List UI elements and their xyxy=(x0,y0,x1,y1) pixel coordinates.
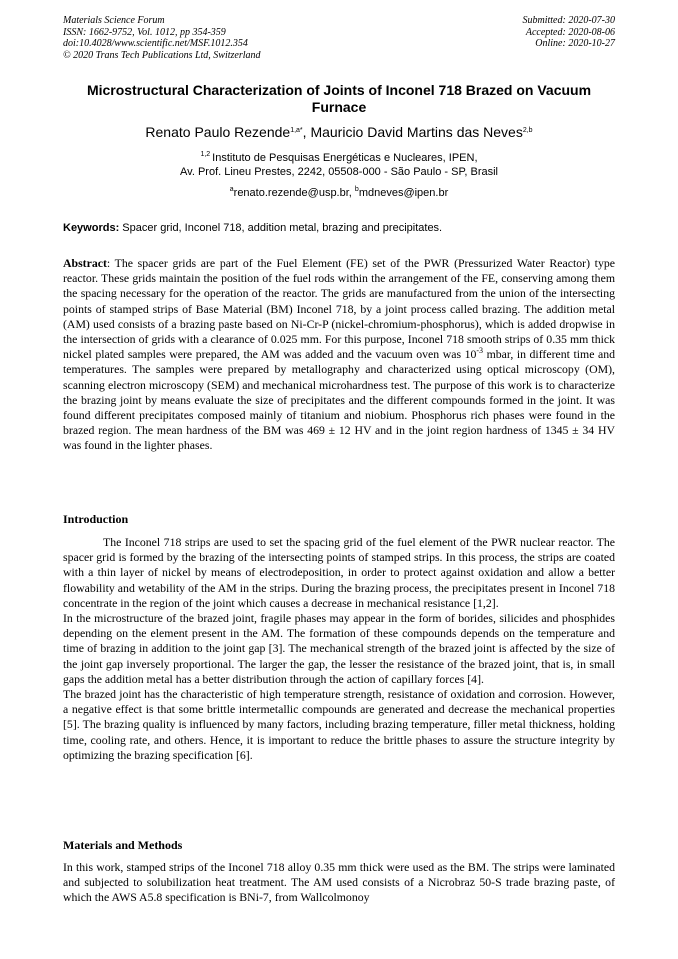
author-separator: , xyxy=(302,124,311,140)
author-2: Mauricio David Martins das Neves xyxy=(310,124,523,140)
author-list xyxy=(40,124,638,141)
author-1-affiliation-mark: 1,a* xyxy=(290,127,303,134)
materials-methods-paragraph: In this work, stamped strips of the Inconel 718 alloy 0.35 mm thick were used as the BM. The strips were laminated and subjected to solubilization heat treatment. The AM used consists of a Nicrobraz 50-S trade brazing paste, of which the AWS A5.8 specification is BNi-7, from Wallcolmonoy xyxy=(63,860,615,905)
keywords-text: Spacer grid, Inconel 718, addition metal, brazing and precipitates. xyxy=(119,222,443,234)
online-date: Online: 2020-10-27 xyxy=(535,38,615,50)
accepted-date: Accepted: 2020-08-06 xyxy=(525,26,615,38)
introduction-section xyxy=(63,535,615,763)
affiliation-institute: Instituto de Pesquisas Energéticas e Nucleares, IPEN, xyxy=(212,152,478,164)
intro-paragraph: The brazed joint has the characteristic of high temperature strength, resistance of oxidation and corrosion. However, a negative effect is that some brittle intermetallic compounds are generated and decrease the mechanical properties [5]. The brazing quality is influenced by many factors, including brazing temperature, filler metal thickness, holding time, cooling rate, and others. Hence, it is important to reduce the brittle phases to assure the structure integrity by optimizing the brazing specification [6]. xyxy=(63,687,615,762)
journal-header xyxy=(63,15,261,61)
author-1: Renato Paulo Rezende xyxy=(145,124,291,140)
abstract-text-2: mbar, in different time and temperatures. The samples were prepared by metallography and characterized using optical microscopy (OM), scanning electron microscopy (SEM) and mechanical microhardness test. The purpose of this work is to characterize the brazing joint by means evaluate the size of precipitates and the different compounds formed in the joint. It was found different precipitates composed mainly of titanium and niobium. Phosphorus rich phases were found in the brazed region. The mean hardness of the BM was 469 ± 12 HV and in the joint region hardness of 1345 ± 34 HV was found in the lighter phases. xyxy=(63,347,615,453)
journal-doi[interactable]: doi:10.4028/www.scientific.net/MSF.1012.354 xyxy=(63,38,248,50)
email-b-mark: b xyxy=(354,186,359,193)
intro-paragraph: The Inconel 718 strips are used to set the spacing grid of the fuel element of the PWR nuclear reactor. The spacer grid is formed by the brazing of the intersecting points of stamped strips. In this process, the strips are coated with a thin layer of nickel by means of electrodeposition, in order to protect against oxidation and allow a better flowability and wetability of the AM in the strips. During the brazing process, the precipitates present in Inconel 718 concentrate in the region of the joint which causes a decrease in mechanical resistance [1,2]. xyxy=(63,535,615,610)
journal-name: Materials Science Forum xyxy=(63,15,165,26)
introduction-heading: Introduction xyxy=(63,512,129,526)
email-b[interactable]: mdneves@ipen.br xyxy=(358,187,449,199)
abstract-exponent: -3 xyxy=(476,346,484,356)
keywords xyxy=(63,221,615,235)
affiliation-mark: 1,2 xyxy=(200,151,213,158)
author-emails xyxy=(63,186,615,200)
affiliation-address: Av. Prof. Lineu Prestes, 2242, 05508-000 - São Paulo - SP, Brasil xyxy=(180,166,498,178)
abstract-label: Abstract xyxy=(63,256,107,270)
abstract-text-1: : The spacer grids are part of the Fuel Element (FE) set of the PWR (Pressurized Water Reactor) type reactor. These grids maintain the position of the fuel rods within the arrangement of the FE, conserving among them the spacing necessary for the operation of the reactor. The grids are manufactured from the union of the intersecting points of stamped strips of Base Material (BM) Inconel 718, by a joint process called brazing. The addition metal (AM) used consists of a brazing paste based on Ni-Cr-P (nickel-chromium-phosphorus), which is added dropwise in the intersection of grids with a clearance of 0.025 mm. For this purpose, Inconel 718 smooth strips of 0.35 mm thick nickel plated samples were prepared, the AM was added and the vacuum oven was 10 xyxy=(63,256,615,362)
materials-methods-heading: Materials and Methods xyxy=(63,838,183,852)
submission-dates xyxy=(523,15,616,50)
affiliation xyxy=(63,151,615,179)
author-2-affiliation-mark: 2,b xyxy=(522,127,533,134)
abstract xyxy=(63,256,615,454)
journal-copyright: © 2020 Trans Tech Publications Ltd, Switzerland xyxy=(63,49,261,61)
submitted-date: Submitted: 2020-07-30 xyxy=(522,15,615,26)
paper-title: Microstructural Characterization of Joints of Inconel 718 Brazed on Vacuum Furnace xyxy=(86,82,592,115)
journal-issn: ISSN: 1662-9752, Vol. 1012, pp 354-359 xyxy=(63,26,226,38)
email-a-mark: a xyxy=(229,186,234,193)
email-a[interactable]: renato.rezende@usp.br, xyxy=(233,187,355,199)
intro-paragraph: In the microstructure of the brazed joint, fragile phases may appear in the form of borides, silicides and phosphides depending on the element present in the AM. The formation of these compounds depends on the temperature and time of brazing in addition to the joint gap [3]. The mechanical strength of the brazed joint is affected by the size of the joint gap inversely proportional. The larger the gap, the lesser the resistance of the brazed joint, that is, in small gaps the addition metal has a better distribution through the action of capillary forces [4]. xyxy=(63,611,615,686)
keywords-label: Keywords: xyxy=(63,222,120,234)
materials-methods-section xyxy=(63,860,615,906)
